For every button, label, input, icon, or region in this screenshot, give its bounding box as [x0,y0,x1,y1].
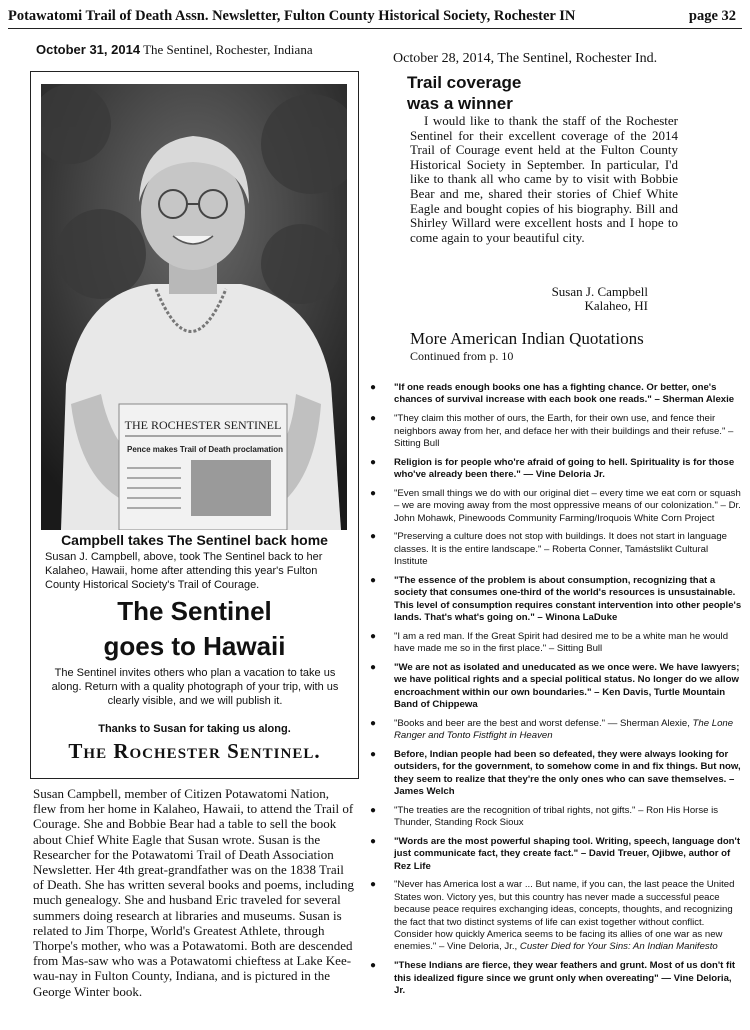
bullet-icon: ● [370,456,377,468]
promo-thanks: Thanks to Susan for taking us along. [98,723,291,735]
promo-title [31,594,358,664]
letter-body: I would like to thank the staff of the Rochester Sentinel for their excellent coverage of the 2014 Trail of Courage event held at the Fulton County Historical Society in September. In particular, I'd like to thank all who came by to visit with Bobbie Bear and me, shared their stories of Chief White Eagle and bought copies of his biography. Bill and Shirley Willard were excellent hosts and I hope to come again to your beautiful city. [410,113,678,245]
letter-signature-name: Susan J. Campbell [551,284,648,299]
quotation-item [368,413,743,450]
quotation-text: "The treaties are the recognition of tribal rights, not gifts." – [394,804,647,816]
quotation-text: "Words are the most powerful shaping tool. Writing, speech, language don't just communicate fact, they create fact." – [394,835,741,860]
bullet-icon: ● [370,748,377,760]
promo-title-line2: goes to Hawaii [103,631,286,661]
bullet-icon: ● [370,717,377,729]
quotation-item [368,718,743,743]
letter-dateline: October 28, 2014, The Sentinel, Rochester Ind. [393,51,658,66]
bullet-icon: ● [370,804,377,816]
quotation-attribution: David Treuer, Ojibwe, author of Rez Life [394,848,731,872]
bullet-icon: ● [370,835,377,847]
clipping-paper: The Sentinel, Rochester, Indiana [143,42,313,57]
newsletter-title: Potawatomi Trail of Death Assn. Newsletter, Fulton County Historical Society, Rochester IN [8,8,576,24]
quotation-text: "I am a red man. If the Great Spirit had desired me to be a white man he would have made me so in the first place." – [394,630,729,655]
newspaper-clipping [30,71,359,779]
bullet-icon: ● [370,531,377,543]
campbell-photo [41,84,347,530]
bullet-icon: ● [370,487,377,499]
quotation-text: Religion is for people who're afraid of going to hell. Spirituality is for those who've already been there." — [394,456,735,481]
quotation-text: "They claim this mother of ours, the Earth, for their own use, and fence their neighbors away from her, and deface her with their buildings and their refuse." – [394,413,734,437]
quotation-text: Before, Indian people had been so defeated, they were always looking for outsiders, for the government, to somehow come in and fix things. But now, they seem to realize that they're the only ones who can save themselves. – [394,748,741,785]
photo-paper-masthead: THE ROCHESTER SENTINEL [124,418,282,432]
caption-text: Susan J. Campbell, above, took The Sentinel back to her Kalaheo, Hawaii, home after attending this year's Fulton County Historical Society's Trail of Courage. [45,551,323,591]
quotation-item [368,879,743,953]
quotation-item [368,382,743,407]
quotation-item [368,531,743,568]
quotation-attribution: Sherman Alexie [662,394,735,406]
bullet-icon: ● [370,413,377,425]
quotation-item [368,488,743,525]
quotations-title: More American Indian Quotations [410,329,644,348]
bullet-icon: ● [370,661,377,673]
promo-title-line1: The Sentinel [117,596,272,626]
quotation-list [368,382,743,1004]
bullet-icon: ● [370,630,377,642]
sentinel-masthead: The Rochester Sentinel. [68,739,321,763]
letter-headline-line1: Trail coverage [407,73,522,92]
quotation-attribution: Dr. John Mohawk, Pinewoods Community Farming/Iroquois White Corn Project [394,500,741,524]
caption-headline: Campbell takes The Sentinel back home [61,532,328,548]
quotation-item [368,631,743,656]
page-number: page 32 [688,8,736,24]
quotation-attribution: Vine Deloria Jr. [535,469,605,481]
quotation-attribution: The Lone Ranger and Tonto Fistfight in Heaven [394,717,734,742]
quotation-attribution: Vine Deloria, Jr. [394,972,732,996]
quotation-item [368,749,743,799]
quotation-attribution: Ken Davis, Turtle Mountain Band of Chippewa [394,686,726,711]
quotation-item [368,575,743,625]
quotation-attribution: Sitting Bull [556,643,603,655]
bullet-icon: ● [370,960,377,972]
quotation-text: "If one reads enough books one has a fighting chance. Or better, one's chances of survival increase with each book one reads." – [394,382,717,406]
photo-paper-headline: Pence makes Trail of Death proclamation [127,445,284,454]
quotation-item [368,836,743,873]
quotation-attribution: Custer Died for Your Sins: An Indian Manifesto [519,941,718,953]
bullet-icon: ● [370,879,377,891]
quotation-text: "Preserving a culture does not stop with buildings. It does not start in language classes. It is the entire landscape." – [394,531,727,555]
letter-signature-place: Kalaheo, HI [584,298,648,313]
bullet-icon: ● [370,382,377,393]
quotations-subtitle: Continued from p. 10 [410,349,514,363]
quotation-text: "The essence of the problem is about consumption, recognizing that a society that consumes one-third of the world's resources is unsustainable. This level of consumption requires constant intervention into other people's lands. That's what's going on." – [394,574,742,623]
letter-headline-line2: was a winner [407,94,513,113]
quotation-item [368,662,743,712]
quotation-item [368,960,743,997]
quotation-text: "Never has America lost a war ... But name, if you can, the last peace the United States won. Victory yes, but this country has never made a successful peace because peace requires exchanging ideas, concepts, thoughts, and recognizing the fact that two distinct systems of life can exist together without conflict. Consider how quickly America seems to be facing its allies of one war as new enemies." – Vine Deloria, Jr., [394,879,735,953]
quotation-item [368,805,743,830]
quotation-attribution: Roberta Conner, Tamástslikt Cultural Institute [394,543,709,568]
promo-invite: The Sentinel invites others who plan a vacation to take us along. Return with a quality photograph of your trip, with us clearly visible, and we will publish it. [51,667,339,707]
quotation-text: "We are not as isolated and uneducated as we once were. We have lawyers; we have political rights and a special political status. No longer do we allow encroachment within our own boundaries." – [394,661,740,698]
quotation-text: "Books and beer are the best and worst defense." — Sherman Alexie, [394,717,693,729]
bullet-icon: ● [370,574,377,586]
newsletter-header [8,6,742,29]
quotation-attribution: Winona LaDuke [545,611,618,623]
letter-headline [407,72,521,114]
clipping-date: October 31, 2014 [36,42,141,57]
quotation-attribution: Sitting Bull [394,437,440,449]
quotation-attribution: Ron His Horse is Thunder, Standing Rock Sioux [394,804,719,829]
clipping-dateline [36,42,313,58]
quotation-item [368,457,743,482]
campbell-article: Susan Campbell, member of Citizen Potawatomi Nation, flew from her home in Kalaheo, Hawaii, to attend the Trail of Courage. She and Bobbie Bear had a table to sell the book about Chief White Eagle that Susan wrote. Susan is the Researcher for the Potawatomi Trail of Death Association Newsletter. Her 4th great-grandfather was on the 1838 Trail of Death. She has written several books and poems, including much genealogy. She and husband Eric traveled for several summers doing research at libraries and museums. Susan is related to Jim Thorpe, World's Greatest Athlete, through Thorpe's mother, who was a Potawatomi. Both are descended from Mas-saw who was a Potawatomi chieftess at Lake Kee-wau-nay in Fulton County, Indiana, and is pictured in the George Winter book. [33,786,354,999]
quotation-text: "Even small things we do with our original diet – every time we eat corn or squash – we are moving away from the most oppressive means of our colonization." – [394,487,741,512]
quotation-attribution: James Welch [394,786,455,798]
quotation-text: "These Indians are fierce, they wear feathers and grunt. Most of us don't fit this idealized figure since we grunt only when overeating" — [394,960,736,984]
